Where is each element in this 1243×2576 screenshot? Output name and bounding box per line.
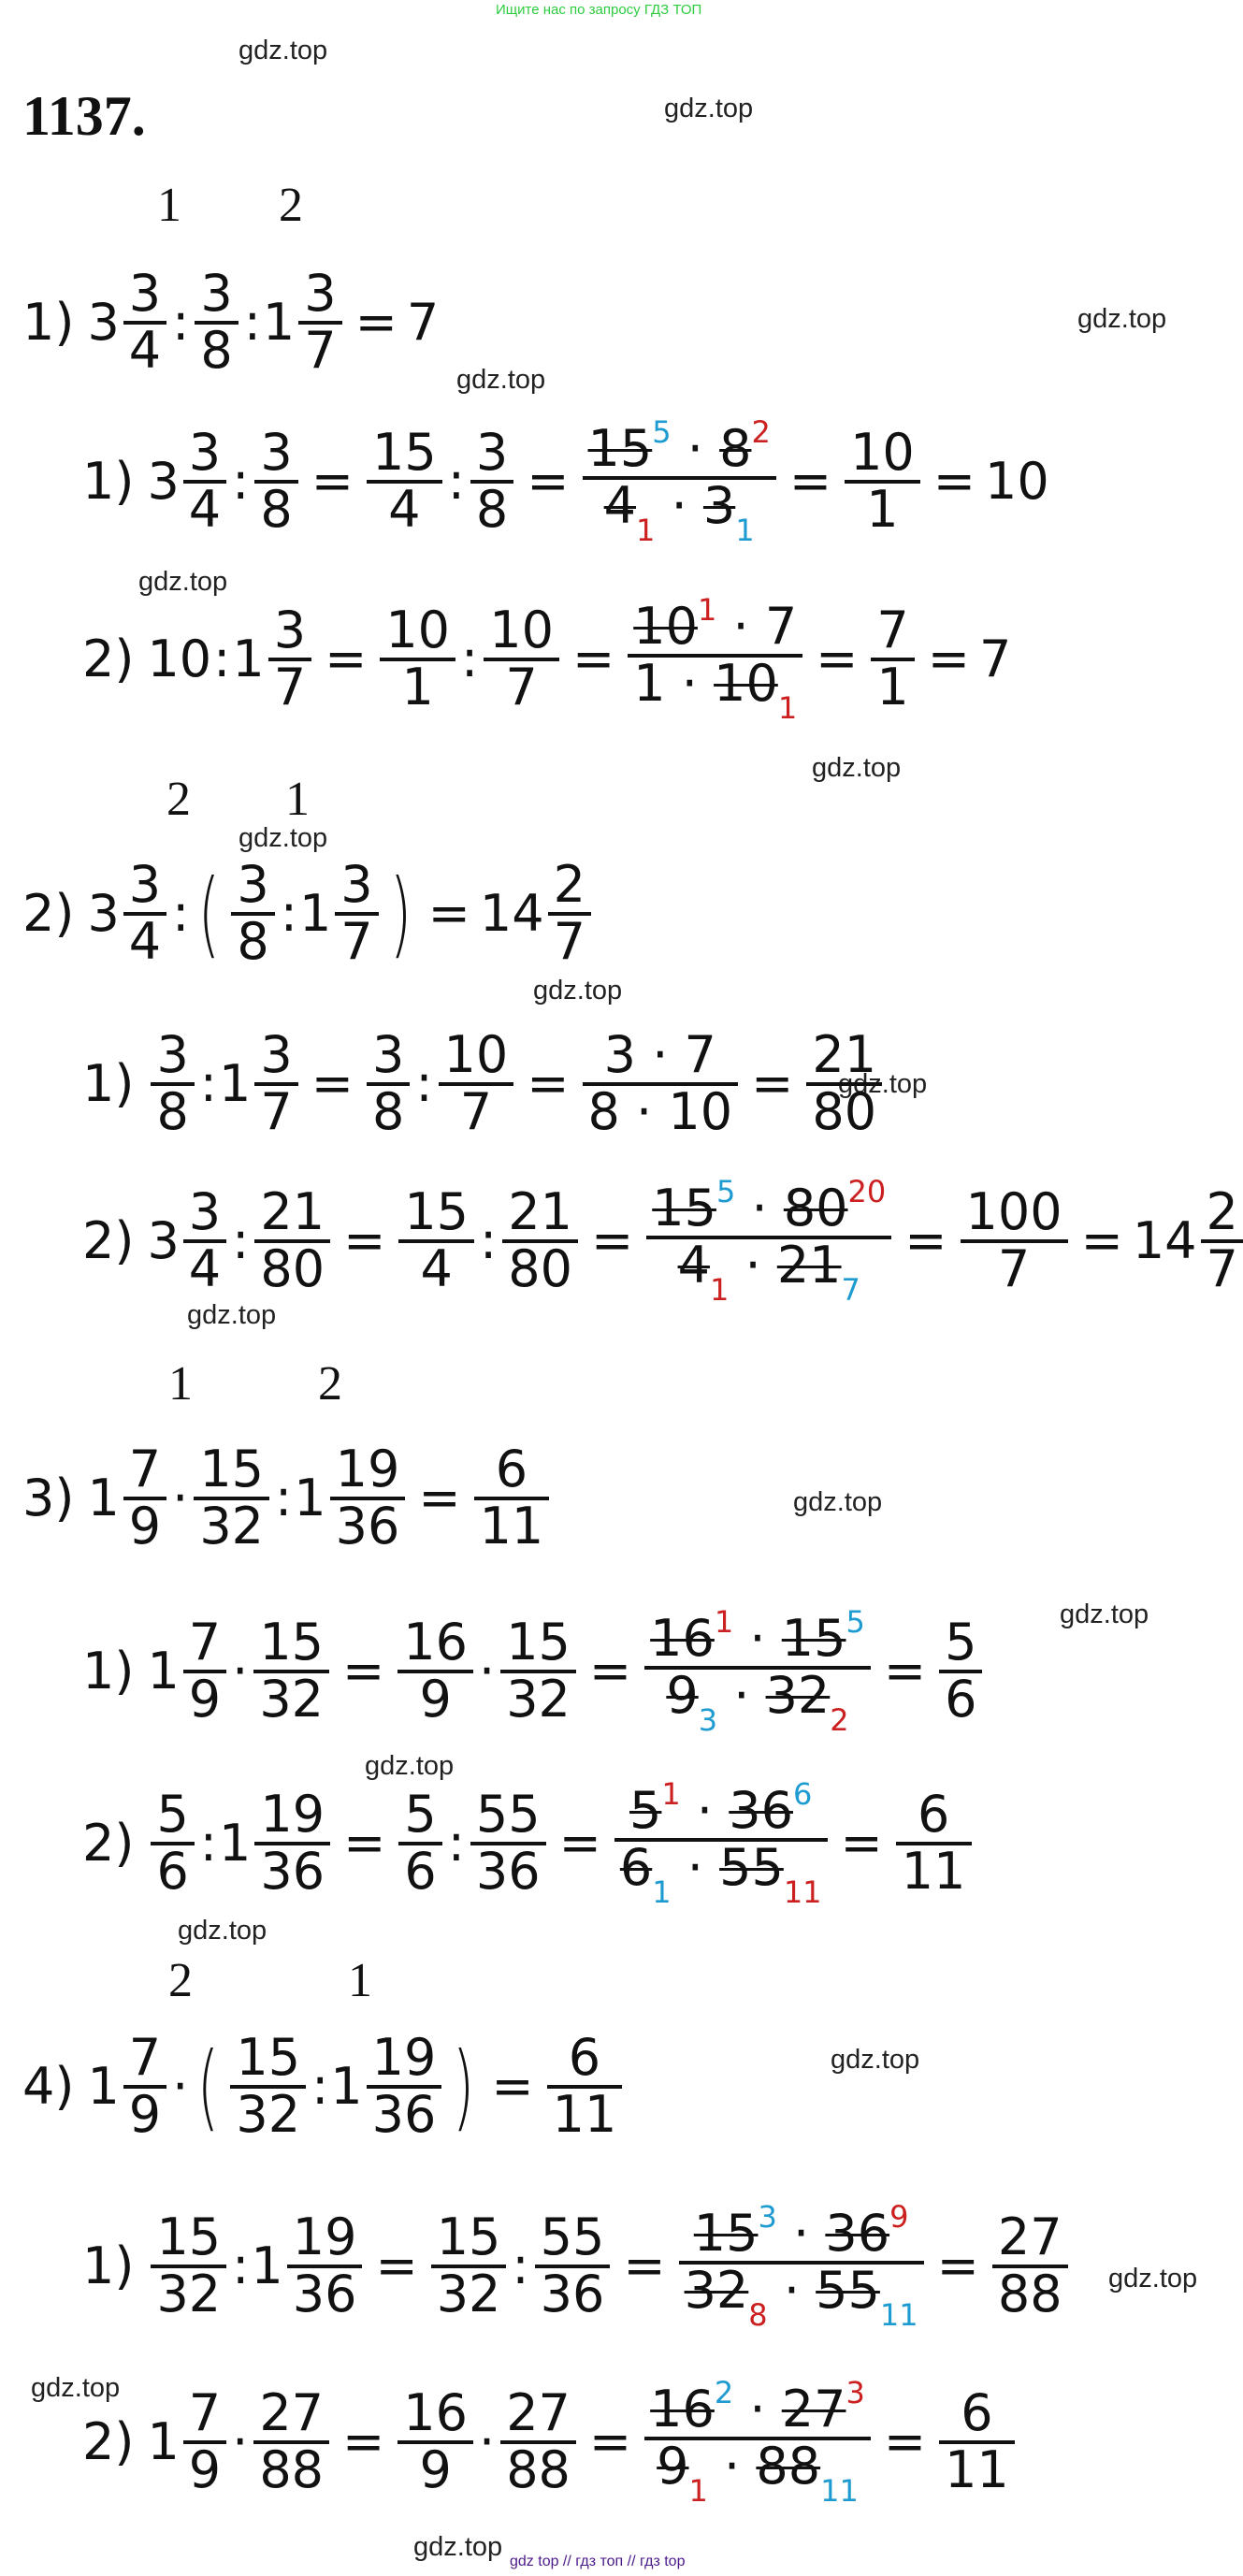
whole: 3 bbox=[87, 293, 120, 353]
cancellation-fraction: $\frac{10^1 \cdot 7}{1 \cdot 10_1}$ bbox=[628, 601, 802, 717]
cancellation-fraction: $\frac{15^5 \cdot 80^{20}}{4_1 \cdot 21_7}$ bbox=[646, 1182, 891, 1299]
expression-2: 2) 3 $\frac{3}{4}$ : ( $\frac{3}{8}$ : 1 $\frac{3}{7}$ ) = 14 $\frac{2}{7}$ bbox=[22, 859, 595, 968]
watermark: gdz.top bbox=[1077, 304, 1167, 334]
watermark: gdz.top bbox=[831, 2045, 920, 2075]
footer-links: gdz top // гдз топ // гдз top bbox=[510, 2554, 686, 2569]
watermark: gdz.top bbox=[456, 365, 546, 395]
order-mark: 2 bbox=[166, 773, 191, 826]
cancellation-fraction: $\frac{5^1 \cdot 36^6}{6_1 \cdot 55_{11}}$ bbox=[614, 1785, 828, 1902]
watermark: gdz.top bbox=[138, 567, 228, 597]
order-mark: 2 bbox=[279, 179, 303, 232]
expression-1: 1) 3 $\frac{3}{4}$ : $\frac{3}{8}$ : 1 $\frac{3}{7}$ = 7 bbox=[22, 264, 440, 380]
fraction: $\frac{3}{8}$ bbox=[195, 268, 238, 377]
watermark: gdz.top bbox=[1108, 2264, 1198, 2294]
order-mark: 1 bbox=[168, 1357, 193, 1411]
order-mark: 1 bbox=[348, 1954, 372, 2007]
step-2-1: 1) $\frac{3}{8}$ : 1 $\frac{3}{7}$ = $\frac{3}{8}$ : $\frac{10}{7}$ = $\frac{3 \cdot 7}{8 \cdot 10}$ = $\frac{21}{80}$ bbox=[82, 1029, 886, 1138]
cancellation-fraction: $\frac{16^1 \cdot 15^5}{9_3 \cdot 32_2}$ bbox=[644, 1613, 871, 1729]
watermark: gdz.top bbox=[413, 2532, 503, 2562]
watermark: gdz.top bbox=[664, 94, 754, 123]
watermark: gdz.top bbox=[31, 2373, 121, 2403]
problem-number: 1137. bbox=[22, 85, 146, 147]
order-mark: 1 bbox=[285, 773, 310, 826]
order-mark: 2 bbox=[318, 1357, 342, 1411]
fraction: $\frac{3}{7}$ bbox=[298, 268, 341, 377]
watermark: gdz.top bbox=[238, 36, 328, 65]
step-4-2: 2) 1 $\frac{7}{9}$ · $\frac{27}{88}$ = $\frac{16}{9}$ · $\frac{27}{88}$ = $\frac{16^2 \cdot 27^3}{9_1 \cdot 88_{11}}$ = $\frac{6}{11}$ bbox=[82, 2383, 1019, 2500]
top-banner: Ищите нас по запросу ГДЗ ТОП bbox=[496, 2, 702, 18]
order-mark: 1 bbox=[157, 179, 181, 232]
item-label: 1) bbox=[22, 293, 75, 353]
step-1-1: 1) 3 $\frac{3}{4}$ : $\frac{3}{8}$ = $\frac{15}{4}$ : $\frac{3}{8}$ = $\frac{15^5 \cdot 8^2}{4_1 \cdot 3_1}$ = $\frac{10}{1}$ = 10 bbox=[82, 414, 1049, 549]
watermark: gdz.top bbox=[178, 1916, 267, 1946]
step-4-1: 1) $\frac{15}{32}$ : 1 $\frac{19}{36}$ = $\frac{15}{32}$ : $\frac{55}{36}$ = $\frac{15^3 \cdot 36^9}{32_8 \cdot 55_{11}}$ = $\frac{27}{88}$ bbox=[82, 2207, 1072, 2324]
watermark: gdz.top bbox=[187, 1300, 277, 1330]
cancellation-fraction: $\frac{15^5 \cdot 8^2}{4_1 \cdot 3_1}$ bbox=[583, 423, 776, 540]
cancellation-fraction: $\frac{15^3 \cdot 36^9}{32_8 \cdot 55_{11}}$ bbox=[679, 2207, 924, 2324]
watermark: gdz.top bbox=[238, 823, 328, 853]
step-2-2: 2) 3 $\frac{3}{4}$ : $\frac{21}{80}$ = $\frac{15}{4}$ : $\frac{21}{80}$ = $\frac{15^5 \cdot 80^{20}}{4_1 \cdot 21_7}$ = $\frac{100}{7}$ = 14 $\frac{2}{7}$ bbox=[82, 1182, 1243, 1299]
watermark: gdz.top bbox=[812, 753, 902, 783]
expression-3: 3) 1 $\frac{7}{9}$ · $\frac{15}{32}$ : 1 $\frac{19}{36}$ = $\frac{6}{11}$ bbox=[22, 1443, 553, 1553]
watermark: gdz.top bbox=[1060, 1599, 1149, 1629]
order-mark: 2 bbox=[168, 1954, 193, 2007]
step-1-2: 2) 10 : 1 $\frac{3}{7}$ = $\frac{10}{1}$ : $\frac{10}{7}$ = $\frac{10^1 \cdot 7}{1 \cdot 10_1}$ = $\frac{7}{1}$ = 7 bbox=[82, 592, 1012, 727]
watermark: gdz.top bbox=[533, 976, 623, 1006]
watermark: gdz.top bbox=[838, 1069, 928, 1099]
expression-4: 4) 1 $\frac{7}{9}$ · ( $\frac{15}{32}$ : 1 $\frac{19}{36}$ ) = $\frac{6}{11}$ bbox=[22, 2032, 626, 2141]
watermark: gdz.top bbox=[365, 1751, 455, 1781]
fraction: $\frac{3}{4}$ bbox=[123, 268, 166, 377]
watermark: gdz.top bbox=[793, 1487, 883, 1517]
step-3-1: 1) 1 $\frac{7}{9}$ · $\frac{15}{32}$ = $\frac{16}{9}$ · $\frac{15}{32}$ = $\frac{16^1 \cdot 15^5}{9_3 \cdot 32_2}$ = $\frac{5}{6}$ bbox=[82, 1613, 986, 1729]
step-3-2: 2) $\frac{5}{6}$ : 1 $\frac{19}{36}$ = $\frac{5}{6}$ : $\frac{55}{36}$ = $\frac{5^1 \cdot 36^6}{6_1 \cdot 55_{11}}$ = $\frac{6}{11}$ bbox=[82, 1785, 976, 1902]
cancellation-fraction: $\frac{16^2 \cdot 27^3}{9_1 \cdot 88_{11}}$ bbox=[644, 2383, 871, 2500]
